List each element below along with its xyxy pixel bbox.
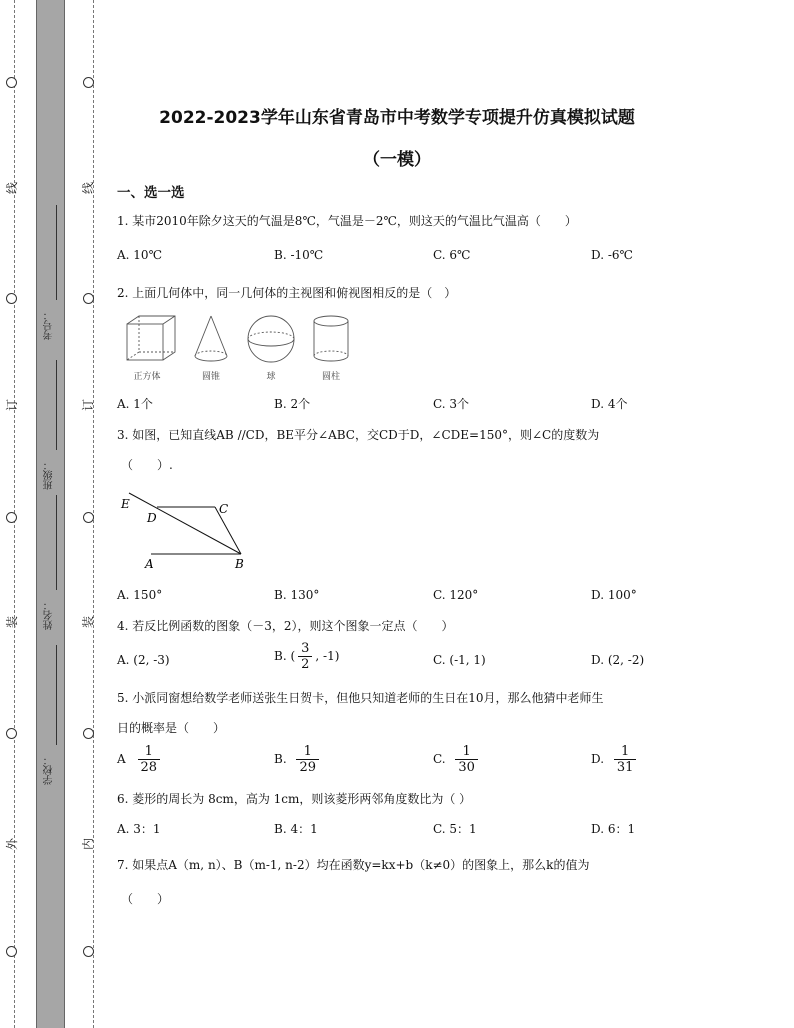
question-4-option-b bbox=[274, 641, 339, 672]
question-2-stem: 2. 上面几何体中，同一几何体的主视图和俯视图相反的是（ ） bbox=[117, 286, 457, 300]
cube-label: 正方体 bbox=[133, 372, 161, 382]
binding-hole bbox=[83, 293, 94, 304]
question-1-option-c: C. 6℃ bbox=[433, 248, 471, 262]
cone-label: 圆锥 bbox=[201, 372, 220, 382]
school-underline bbox=[56, 645, 57, 745]
binding-bar bbox=[36, 0, 65, 1028]
binding-hole bbox=[6, 77, 17, 88]
option-b-suffix: , -1) bbox=[315, 649, 340, 663]
name-underline bbox=[56, 495, 57, 590]
name-label: 姓名： bbox=[44, 600, 55, 630]
question-2-option-a: A. 1个 bbox=[117, 397, 153, 411]
question-5-stem-continued: 日的概率是（ ） bbox=[117, 721, 226, 735]
question-3-option-a: A. 150° bbox=[117, 588, 163, 602]
fraction-numerator: 3 bbox=[298, 641, 312, 657]
question-4-option-c: C. (-1, 1) bbox=[433, 653, 486, 667]
outer-char-xian: 线 bbox=[5, 182, 19, 195]
exam-subtitle: （一模） bbox=[363, 150, 431, 170]
option-letter: D. bbox=[591, 752, 605, 766]
binding-hole bbox=[83, 77, 94, 88]
fraction-denominator: 28 bbox=[140, 760, 158, 775]
point-b-label: B bbox=[235, 557, 244, 571]
binding-hole bbox=[6, 512, 17, 523]
outer-char-zhuang: 装 bbox=[5, 616, 19, 629]
point-d-label: D bbox=[147, 511, 157, 525]
question-1-stem: 1. 某市2010年除夕这天的气温是8℃，气温是－2℃，则这天的气温比气温高（ ） bbox=[117, 214, 577, 228]
question-1-option-a: A. 10℃ bbox=[117, 248, 162, 262]
question-4-stem: 4. 若反比例函数的图象（－3，2），则这个图象一定点（ ） bbox=[117, 619, 454, 633]
option-letter: A bbox=[117, 752, 126, 766]
fraction-numerator: 1 bbox=[296, 744, 319, 760]
section-heading: 一、选一选 bbox=[117, 185, 185, 201]
fraction-denominator: 31 bbox=[616, 760, 634, 775]
fraction-numerator: 1 bbox=[614, 744, 637, 760]
question-5-option-d bbox=[591, 744, 639, 775]
binding-hole bbox=[83, 946, 94, 957]
fraction-numerator: 1 bbox=[138, 744, 161, 760]
question-6-option-b: B. 4：1 bbox=[274, 822, 318, 836]
binding-hole bbox=[6, 293, 17, 304]
inner-char-zhuang: 装 bbox=[81, 616, 95, 629]
question-5-option-b bbox=[274, 744, 322, 775]
question-6-option-a: A. 3：1 bbox=[117, 822, 161, 836]
class-label: 班级： bbox=[44, 460, 55, 490]
fraction-numerator: 1 bbox=[455, 744, 478, 760]
inner-char-ding: 订 bbox=[81, 399, 95, 412]
option-letter: C. bbox=[433, 752, 446, 766]
point-a-label: A bbox=[145, 557, 154, 571]
class-underline bbox=[56, 360, 57, 450]
binding-hole bbox=[83, 512, 94, 523]
school-label: 学校： bbox=[44, 755, 55, 785]
outer-char-ding: 订 bbox=[5, 399, 19, 412]
outer-char-wai: 外 bbox=[5, 838, 19, 851]
question-5-option-c bbox=[433, 744, 481, 775]
question-3-option-b: B. 130° bbox=[274, 588, 320, 602]
question-7-stem-continued: （ ） bbox=[121, 892, 170, 906]
question-7-stem: 7. 如果点A（m, n）、B（m-1, n-2）均在函数y=kx+b（k≠0）的图象上，那么k的值为 bbox=[117, 858, 590, 872]
binding-hole bbox=[6, 946, 17, 957]
question-2-solids-figure bbox=[125, 314, 365, 366]
inner-char-xian: 线 bbox=[81, 182, 95, 195]
fraction-one-29th bbox=[296, 744, 319, 775]
cube-shape bbox=[127, 316, 175, 360]
question-3-option-c: C. 120° bbox=[433, 588, 479, 602]
fraction-three-halves bbox=[298, 641, 312, 672]
question-1-option-d: D. -6℃ bbox=[591, 248, 633, 262]
exam-number-label: 考号： bbox=[44, 310, 55, 340]
question-4-option-d: D. (2, -2) bbox=[591, 653, 645, 667]
question-3-stem-continued: （ ）. bbox=[121, 458, 173, 472]
fraction-denominator: 30 bbox=[458, 760, 475, 775]
option-b-prefix: B. ( bbox=[274, 649, 296, 663]
question-6-stem: 6. 菱形的周长为 8cm，高为 1cm，则该菱形两邻角度数比为（ ） bbox=[117, 792, 472, 806]
exam-number-underline bbox=[56, 205, 57, 300]
point-e-label: E bbox=[121, 497, 130, 511]
fraction-one-31st bbox=[614, 744, 637, 775]
option-letter: B. bbox=[274, 752, 287, 766]
fraction-denominator: 2 bbox=[301, 657, 310, 672]
cylinder-label: 圆柱 bbox=[321, 372, 340, 382]
fraction-one-30th bbox=[455, 744, 478, 775]
binding-hole bbox=[6, 728, 17, 739]
inner-char-nei: 内 bbox=[81, 838, 95, 851]
sphere-shape bbox=[248, 316, 294, 362]
question-6-option-c: C. 5：1 bbox=[433, 822, 477, 836]
question-4-option-a: A. (2, -3) bbox=[117, 653, 170, 667]
question-2-option-b: B. 2个 bbox=[274, 397, 311, 411]
question-1-option-b: B. -10℃ bbox=[274, 248, 324, 262]
question-5-stem: 5. 小派同窗想给数学老师送张生日贺卡，但他只知道老师的生日在10月，那么他猜中老师生 bbox=[117, 691, 604, 705]
exam-title: 2022-2023学年山东省青岛市中考数学专项提升仿真模拟试题 bbox=[159, 108, 635, 128]
fraction-one-28th bbox=[138, 744, 161, 775]
question-3-stem: 3. 如图，已知直线AB //CD，BE平分∠ABC，交CD于D，∠CDE=150°，则∠C的度数为 bbox=[117, 428, 600, 442]
question-6-option-d: D. 6：1 bbox=[591, 822, 636, 836]
point-c-label: C bbox=[219, 502, 229, 516]
question-3-geometry-figure bbox=[117, 488, 257, 574]
cylinder-shape bbox=[314, 316, 348, 361]
cone-shape bbox=[195, 316, 227, 361]
sphere-label: 球 bbox=[266, 372, 276, 382]
fraction-denominator: 29 bbox=[299, 760, 317, 775]
binding-hole bbox=[83, 728, 94, 739]
question-3-option-d: D. 100° bbox=[591, 588, 637, 602]
question-5-option-a bbox=[117, 744, 163, 775]
question-2-option-c: C. 3个 bbox=[433, 397, 470, 411]
question-2-option-d: D. 4个 bbox=[591, 397, 628, 411]
